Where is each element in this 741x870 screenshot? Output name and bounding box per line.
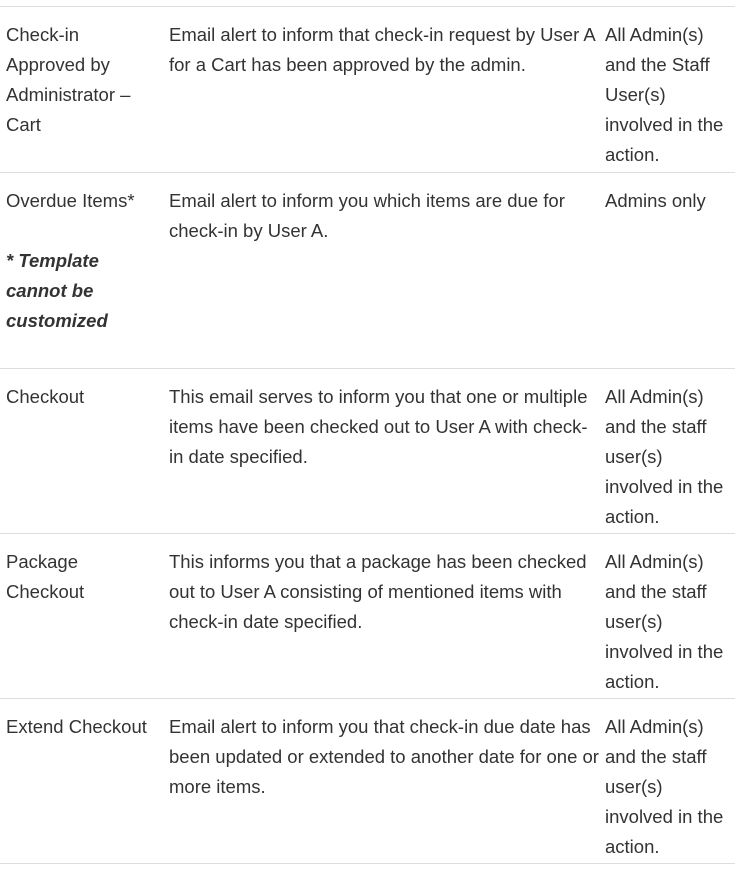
notification-recipients: All Admin(s) and the staff user(s) involved in the action.: [605, 716, 724, 857]
notification-description: Email alert to inform you which items are due for check-in by User A.: [169, 190, 565, 241]
notification-name: Check-in Approved by Administrator – Cart: [6, 24, 131, 135]
table-row: [0, 533, 735, 698]
notification-name: Package Checkout: [6, 551, 85, 602]
template-note: * Template cannot be customized: [6, 250, 108, 331]
table-row: [0, 698, 735, 864]
notification-description: This informs you that a package has been checked out to User A consisting of mentioned items with check-in date specified.: [169, 551, 587, 632]
notification-recipients: All Admin(s) and the Staff User(s) involved in the action.: [605, 24, 724, 165]
notification-recipients: All Admin(s) and the staff user(s) involved in the action.: [605, 386, 724, 527]
notification-name: Checkout: [6, 386, 85, 407]
notification-recipients: Admins only: [605, 190, 706, 211]
notification-name-cell: [6, 186, 158, 336]
notification-name: Extend Checkout: [6, 716, 147, 737]
notification-description: This email serves to inform you that one or multiple items have been checked out to User A with check-in date specified.: [169, 386, 588, 467]
notification-description: Email alert to inform that check-in request by User A for a Cart has been approved by the admin.: [169, 24, 595, 75]
table-row: [0, 6, 735, 172]
notification-recipients: All Admin(s) and the staff user(s) involved in the action.: [605, 551, 724, 692]
table-row: [0, 368, 735, 533]
notification-name: Overdue Items*: [6, 190, 135, 211]
table-row: [0, 172, 735, 368]
notification-description: Email alert to inform you that check-in due date has been updated or extended to another date for one or more items.: [169, 716, 599, 797]
